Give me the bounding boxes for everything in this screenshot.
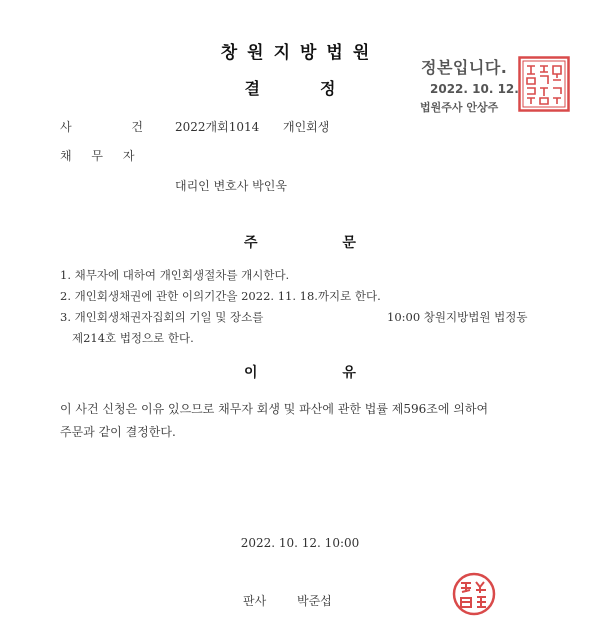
reason-line-2: 주문과 같이 결정한다. — [60, 425, 176, 439]
official-seal-icon — [518, 56, 570, 112]
certification-officer: 법원주사 안상주 — [420, 101, 499, 114]
reason-line-1: 이 사건 신청은 이유 있으므로 채무자 회생 및 파산에 관한 법률 제596조에 의하여 — [60, 402, 489, 416]
judge-seal-icon — [452, 572, 496, 616]
case-label: 사 건 — [60, 120, 171, 134]
case-number: 2022개회1014 — [175, 120, 260, 134]
judge-name: 박준섭 — [297, 594, 332, 608]
order-heading: 주 문 — [244, 235, 396, 251]
order-item-2: 2. 개인회생채권에 관한 이의기간을 2022. 11. 18.까지로 한다. — [60, 289, 381, 303]
document-title: 결정 — [244, 79, 396, 98]
order-item-3-room: 제214호 법정으로 한다. — [72, 331, 194, 345]
reason-heading: 이 유 — [244, 365, 396, 381]
order-item-3-time-place: 10:00 창원지방법원 법정동 — [387, 310, 528, 324]
agent-name: 대리인 변호사 박인욱 — [175, 179, 287, 193]
order-item-1: 1. 채무자에 대하여 개인회생절차를 개시한다. — [60, 268, 290, 282]
court-name: 창원지방법원 — [220, 43, 380, 63]
case-type: 개인회생 — [283, 120, 330, 134]
decision-datetime: 2022. 10. 12. 10:00 — [240, 536, 360, 550]
order-item-3: 3. 개인회생채권자집회의 기일 및 장소를 — [60, 310, 264, 324]
certified-copy-text: 정본입니다. — [421, 58, 508, 77]
debtor-label: 채 무 자 — [60, 149, 143, 163]
judge-title: 판사 — [243, 594, 267, 608]
certification-date: 2022. 10. 12. — [430, 82, 519, 96]
